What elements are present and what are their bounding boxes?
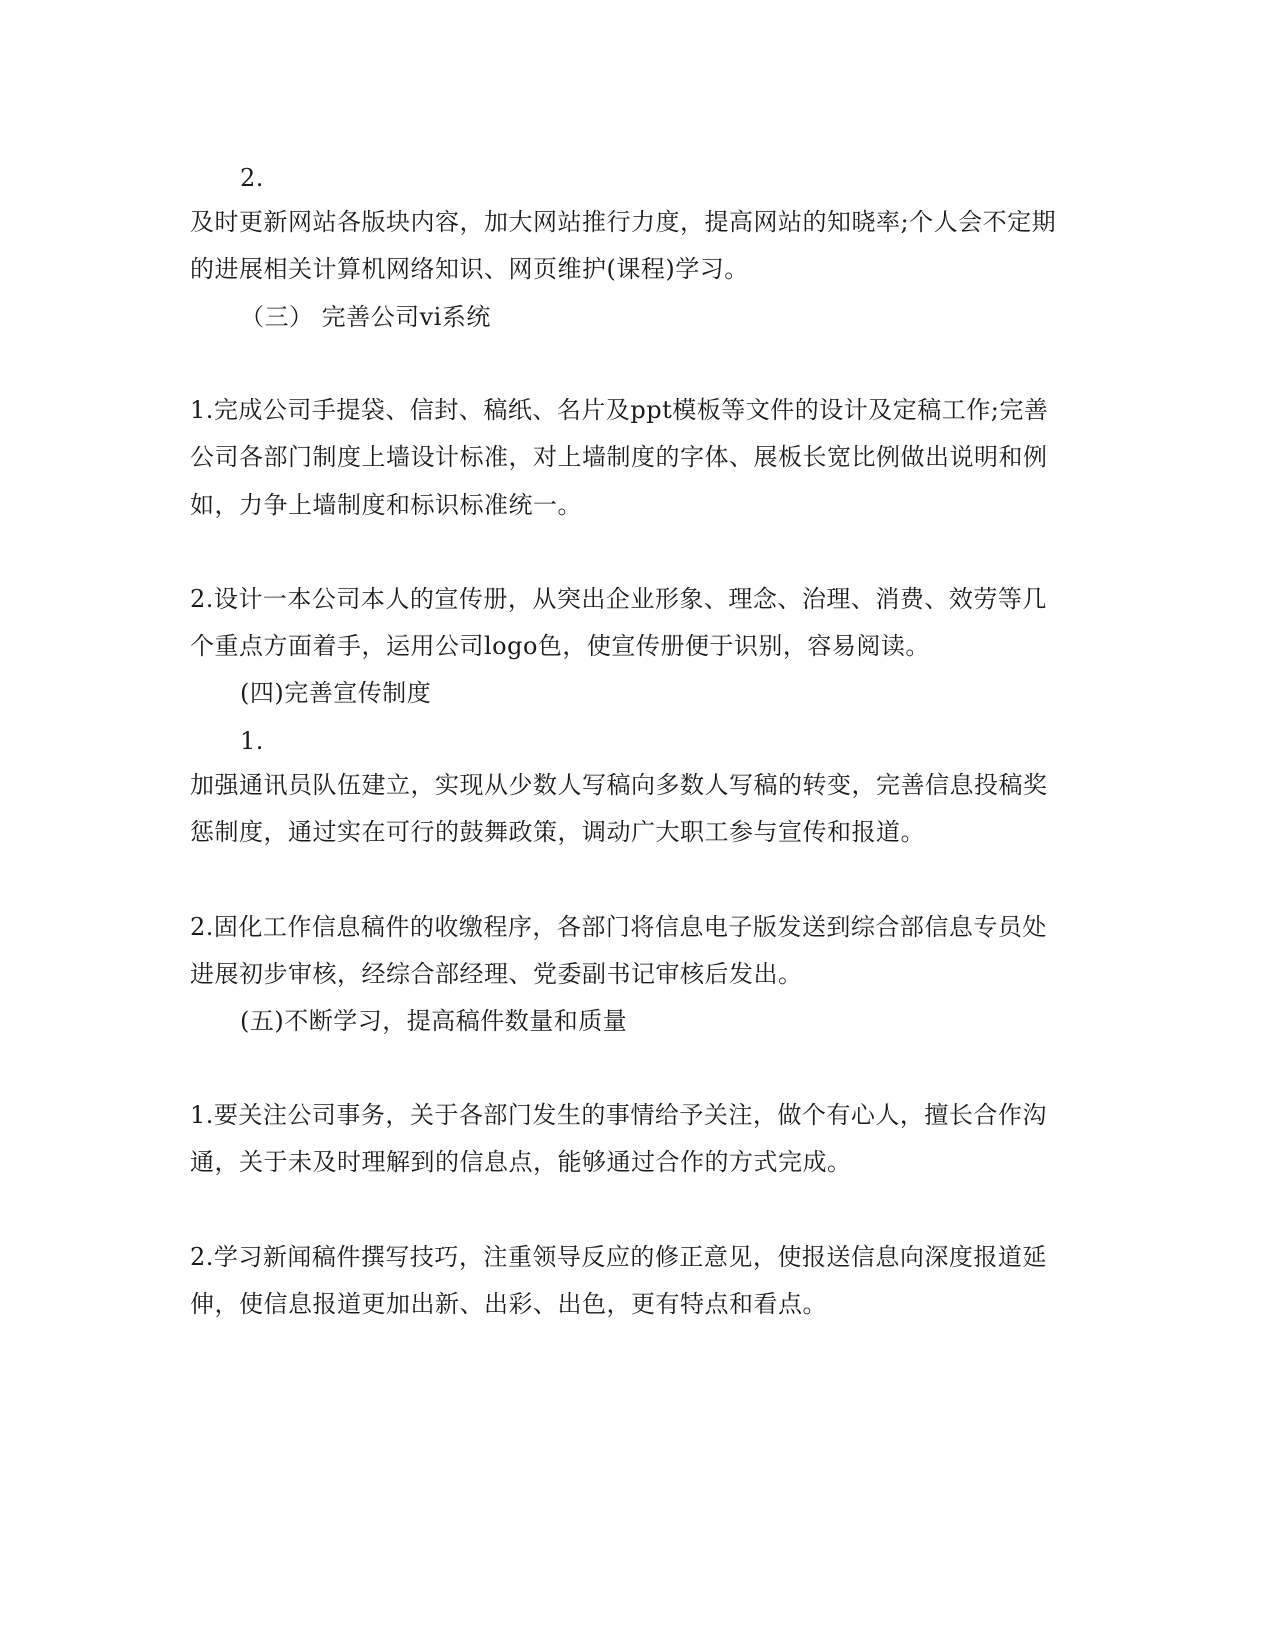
paragraph-line: 加强通讯员队伍建立，实现从少数人写稿向多数人写稿的转变，完善信息投稿奖 — [190, 771, 1048, 799]
paragraph-line: 的进展相关计算机网络知识、网页维护(课程)学习。 — [190, 255, 749, 283]
paragraph-line: 1.完成公司手提袋、信封、稿纸、名片及ppt模板等文件的设计及定稿工作;完善 — [190, 396, 1049, 424]
item-number: 1. — [240, 727, 264, 755]
section-heading: (五)不断学习，提高稿件数量和质量 — [240, 1007, 628, 1035]
paragraph-line: 进展初步审核，经综合部经理、党委副书记审核后发出。 — [190, 960, 803, 988]
paragraph-line: 如，力争上墙制度和标识标准统一。 — [190, 491, 582, 519]
paragraph-line: 通，关于未及时理解到的信息点，能够通过合作的方式完成。 — [190, 1148, 852, 1176]
paragraph-line: 公司各部门制度上墙设计标准，对上墙制度的字体、展板长宽比例做出说明和例 — [190, 443, 1048, 471]
section-heading: （三） 完善公司vi系统 — [240, 303, 491, 331]
paragraph-line: 2.固化工作信息稿件的收缴程序，各部门将信息电子版发送到综合部信息专员处 — [190, 913, 1047, 941]
section-heading: (四)完善宣传制度 — [240, 679, 432, 707]
paragraph-line: 及时更新网站各版块内容，加大网站推行力度，提高网站的知晓率;个人会不定期 — [190, 208, 1057, 236]
paragraph-line: 2.学习新闻稿件撰写技巧，注重领导反应的修正意见，使报送信息向深度报道延 — [190, 1243, 1047, 1271]
paragraph-line: 2.设计一本公司本人的宣传册，从突出企业形象、理念、治理、消费、效劳等几 — [190, 585, 1047, 613]
paragraph-line: 惩制度，通过实在可行的鼓舞政策，调动广大职工参与宣传和报道。 — [190, 818, 925, 846]
item-number: 2. — [240, 164, 264, 192]
paragraph-line: 伸，使信息报道更加出新、出彩、出色，更有特点和看点。 — [190, 1290, 827, 1318]
paragraph-line: 1.要关注公司事务，关于各部门发生的事情给予关注，做个有心人，擅长合作沟 — [190, 1101, 1047, 1129]
paragraph-line: 个重点方面着手，运用公司logo色，使宣传册便于识别，容易阅读。 — [190, 632, 930, 660]
